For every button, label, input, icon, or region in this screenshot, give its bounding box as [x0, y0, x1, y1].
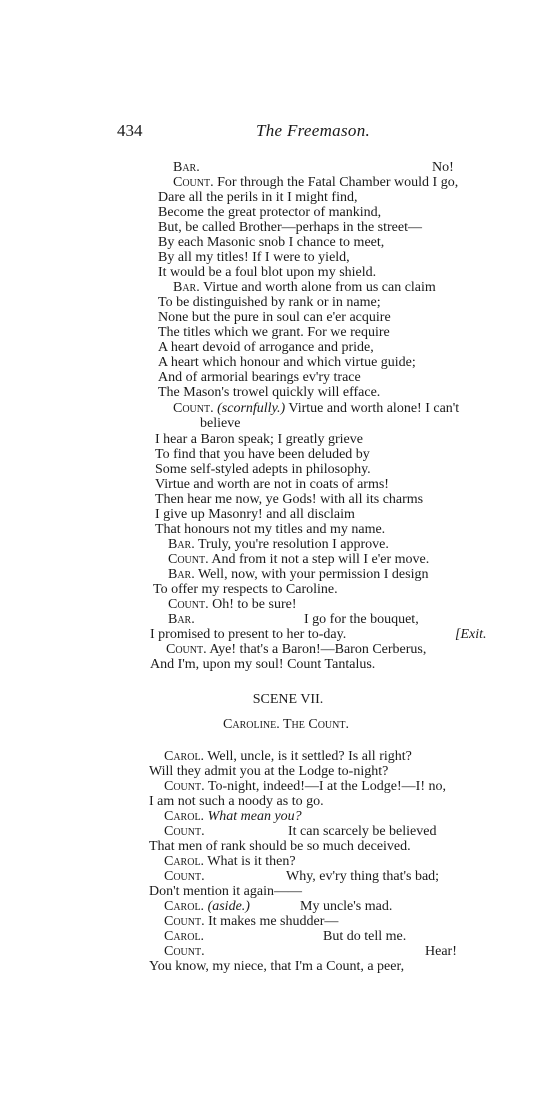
verse-line: To find that you have been deluded by — [155, 447, 370, 462]
verse-line: Why, ev'ry thing that's bad; — [286, 869, 440, 884]
verse-line: Don't mention it again—— — [149, 884, 303, 899]
page-number: 434 — [117, 121, 143, 140]
verse-line: Count. It makes me shudder— — [164, 914, 339, 929]
verse-line: Become the great protector of mankind, — [158, 205, 382, 220]
scene-heading: SCENE VII. — [252, 692, 324, 707]
verse-line: My uncle's mad. — [300, 899, 393, 914]
verse-line: Dare all the perils in it I might find, — [158, 190, 358, 205]
verse-line: Bar. Virtue and worth alone from us can claim — [173, 280, 436, 295]
verse-line: Count. — [164, 824, 205, 839]
verse-line: The titles which we grant. For we require — [158, 325, 390, 340]
verse-line: By all my titles! If I were to yield, — [158, 250, 350, 265]
verse-line: Carol. What is it then? — [164, 854, 296, 869]
scene-characters: Caroline. The Count. — [223, 717, 349, 732]
verse-line: Carol. What mean you? — [164, 809, 302, 824]
verse-line: believe — [200, 416, 241, 431]
verse-line: I promised to present to her to-day. — [150, 627, 347, 642]
verse-line: Bar. — [173, 160, 200, 175]
verse-line: Count. And from it not a step will I e'er move. — [168, 552, 430, 567]
verse-line: Hear! — [425, 944, 457, 959]
verse-line: To be distinguished by rank or in name; — [158, 295, 381, 310]
verse-line: I give up Masonry! and all disclaim — [155, 507, 355, 522]
verse-line: Carol. Well, uncle, is it settled? Is all right? — [164, 749, 412, 764]
running-title: The Freemason. — [256, 121, 371, 140]
verse-line: No! — [432, 160, 454, 175]
verse-line: Bar. Truly, you're resolution I approve. — [168, 537, 389, 552]
verse-line: None but the pure in soul can e'er acquire — [158, 310, 391, 325]
verse-line: It can scarcely be believed — [288, 824, 437, 839]
verse-line: Then hear me now, ye Gods! with all its charms — [155, 492, 424, 507]
verse-line: Some self-styled adepts in philosophy. — [155, 462, 371, 477]
verse-line: Bar. Well, now, with your permission I design — [168, 567, 429, 582]
verse-line: But, be called Brother—perhaps in the street— — [158, 220, 422, 235]
verse-line: It would be a foul blot upon my shield. — [158, 265, 377, 280]
verse-line: Count. — [164, 944, 205, 959]
verse-line: Count. Oh! to be sure! — [168, 597, 297, 612]
verse-line: You know, my niece, that I'm a Count, a peer, — [149, 959, 405, 974]
verse-line: I hear a Baron speak; I greatly grieve — [155, 432, 363, 447]
verse-line: Virtue and worth are not in coats of arms! — [155, 477, 389, 492]
verse-line: And I'm, upon my soul! Count Tantalus. — [150, 657, 376, 672]
verse-line: A heart which honour and which virtue guide; — [158, 355, 416, 370]
verse-line: I go for the bouquet, — [304, 612, 419, 627]
verse-line: By each Masonic snob I chance to meet, — [158, 235, 385, 250]
verse-line: Count. Aye! that's a Baron!—Baron Cerberus, — [166, 642, 427, 657]
verse-line: Bar. — [168, 612, 195, 627]
verse-line: A heart devoid of arrogance and pride, — [158, 340, 374, 355]
verse-line: And of armorial bearings ev'ry trace — [158, 370, 361, 385]
verse-line: But do tell me. — [323, 929, 407, 944]
verse-line: Count. For through the Fatal Chamber would I go, — [173, 175, 459, 190]
verse-line: Carol. — [164, 929, 205, 944]
verse-line: Count. (scornfully.) Virtue and worth alone! I can't — [173, 401, 460, 416]
verse-line: Count. — [164, 869, 205, 884]
verse-line: That men of rank should be so much deceived. — [149, 839, 411, 854]
verse-line: I am not such a noody as to go. — [149, 794, 324, 809]
verse-line: To offer my respects to Caroline. — [153, 582, 338, 597]
verse-line: Carol. (aside.) — [164, 899, 250, 914]
verse-line: Will they admit you at the Lodge to-night? — [149, 764, 389, 779]
stage-direction-exit: [Exit. — [455, 627, 487, 642]
verse-line: Count. To-night, indeed!—I at the Lodge!—I! no, — [164, 779, 446, 794]
page-header — [0, 121, 556, 145]
verse-line: The Mason's trowel quickly will efface. — [158, 385, 381, 400]
verse-line: That honours not my titles and my name. — [155, 522, 386, 537]
